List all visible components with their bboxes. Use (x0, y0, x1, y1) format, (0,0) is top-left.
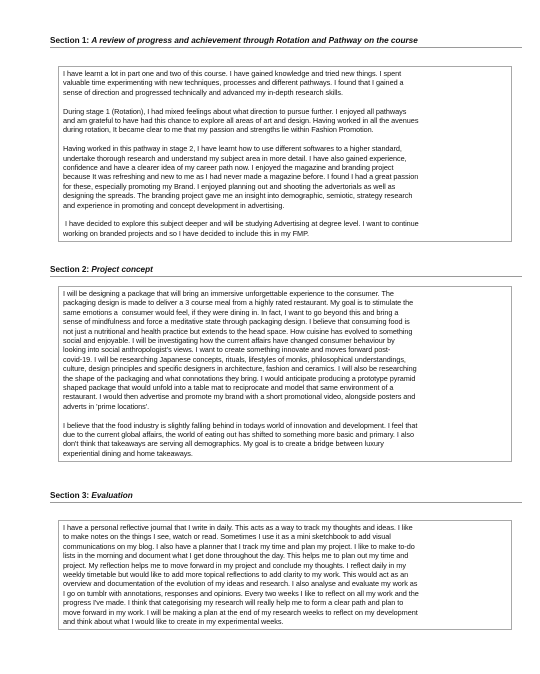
paragraph: Having worked in this pathway in stage 2, I have learnt how to use different softwares to a higher standard, undertake thorough research and understand my subject area in more detail. I have also gained experience, confidence and have a clearer idea of my career path now. I enjoyed the magazine and branding project because It was refreshing and new to me as I had never made a magazine before. I found I had a great passion for these, especially promoting my Brand. I enjoyed planning out and shooting the advertorials as well as designing the spreads. The branding project gave me an insight into demographic, semiotic, strategy research and experience in promoting and concept development in advertising. (63, 144, 419, 210)
section-2-heading (50, 264, 522, 277)
paragraph: I have a personal reflective journal that I write in daily. This acts as a way to track my thoughts and ideas. I like to make notes on the things I see, watch or read. Sometimes I use it as a mini sketchbook to add visual communications on my blog. I also have a planner that I track my time and plan my project. I like to make to-do lists in the morning and document what I get done throughout the day. This helps me to plan out my time and project. My reflection helps me to move forward in my project and conclude my thoughts. I reflect daily in my weekly timetable but would like to add more topical reflections to add clarity to my work. This would act as an overview and documentation of the evolution of my ideas and research. I also analyse and evaluate my work as I go on tumblr with annotations, responses and opinions. Every two weeks I like to reflect on all my work and the progress I've made. I think that categorising my research will really help me to form a clear path and plan to move forward in my work. I will be making a plan at the end of my research weeks to reflect on my development and think about what I would like to create in my experimental weeks. (63, 523, 419, 627)
section-title: Project concept (91, 265, 153, 274)
paragraph: I believe that the food industry is slightly falling behind in todays world of innovation and development. I feel that due to the current global affairs, the world of eating out has shifted to something more basic and primary. I also don't think that takeaways are serving all demographics. My goal is to create a bridge between luxury experiential dining and home takeaways. (63, 420, 418, 458)
paragraph: I will be designing a package that will bring an immersive unforgettable experience to the consumer. The packaging design is made to deliver a 3 course meal from a highly rated restaurant. My goal is to stimulate the same emotions a consumer would feel, if they were dining in. In fact, I want to go beyond this and bring a sense of mindfulness and force a meditative state through packaging design. I believe that consuming food is not just a nutritional and health practice but extends to the head space. How cuisine has evolved to something social and enjoyable. I will be investigating how the current affairs have changed consumer behaviour by looking into social anthropologist's views. I want to create something innovate and moves forward post- covid-19. I will be researching Japanese concepts, rituals, lifestyles of monks, philosophical understandings, culture, design principles and specific designers in architecture, fashion and ceramics. I will also be researching the shape of the packaging and what connotations they bring. I would anticipate producing a prototype pyramid shaped package that would unfold into a table mat to reciprocate and model that same environment of a restaurant. I would then advertise and promote my brand with a short promotional video, alongside posters and adverts in 'prime locations'. (63, 289, 417, 411)
paragraph: I have decided to explore this subject deeper and will be studying Advertising at degree level. I want to continue working on branded projects and so I have decided to include this in my FMP. (63, 219, 419, 238)
section-3-textbox (58, 520, 512, 630)
section-1-heading (50, 35, 522, 48)
section-title: A review of progress and achievement through Rotation and Pathway on the course (91, 36, 418, 45)
paragraph: During stage 1 (Rotation), I had mixed feelings about what direction to pursue further. I enjoyed all pathways and am grateful to have had this chance to explore all areas of art and design. Having worked in all the avenues during rotation, It became clear to me that my passion and strengths lie within Fashion Promotion. (63, 106, 419, 135)
paragraph: I have learnt a lot in part one and two of this course. I have gained knowledge and tried new things. I spent valuable time experimenting with new techniques, processes and different pathways. I found that I gained a sense of direction and progressed technically and advanced my in-depth research skills. (63, 69, 404, 97)
section-title: Evaluation (91, 491, 133, 500)
section-heading (50, 264, 522, 277)
section-label: Section 3: (50, 491, 92, 500)
section-2-textbox (58, 286, 512, 462)
section-1-textbox (58, 66, 512, 242)
section-label: Section 2: (50, 265, 92, 274)
section-3-heading (50, 490, 522, 503)
section-heading (50, 35, 522, 48)
section-label: Section 1: (50, 36, 92, 45)
section-heading (50, 490, 522, 503)
